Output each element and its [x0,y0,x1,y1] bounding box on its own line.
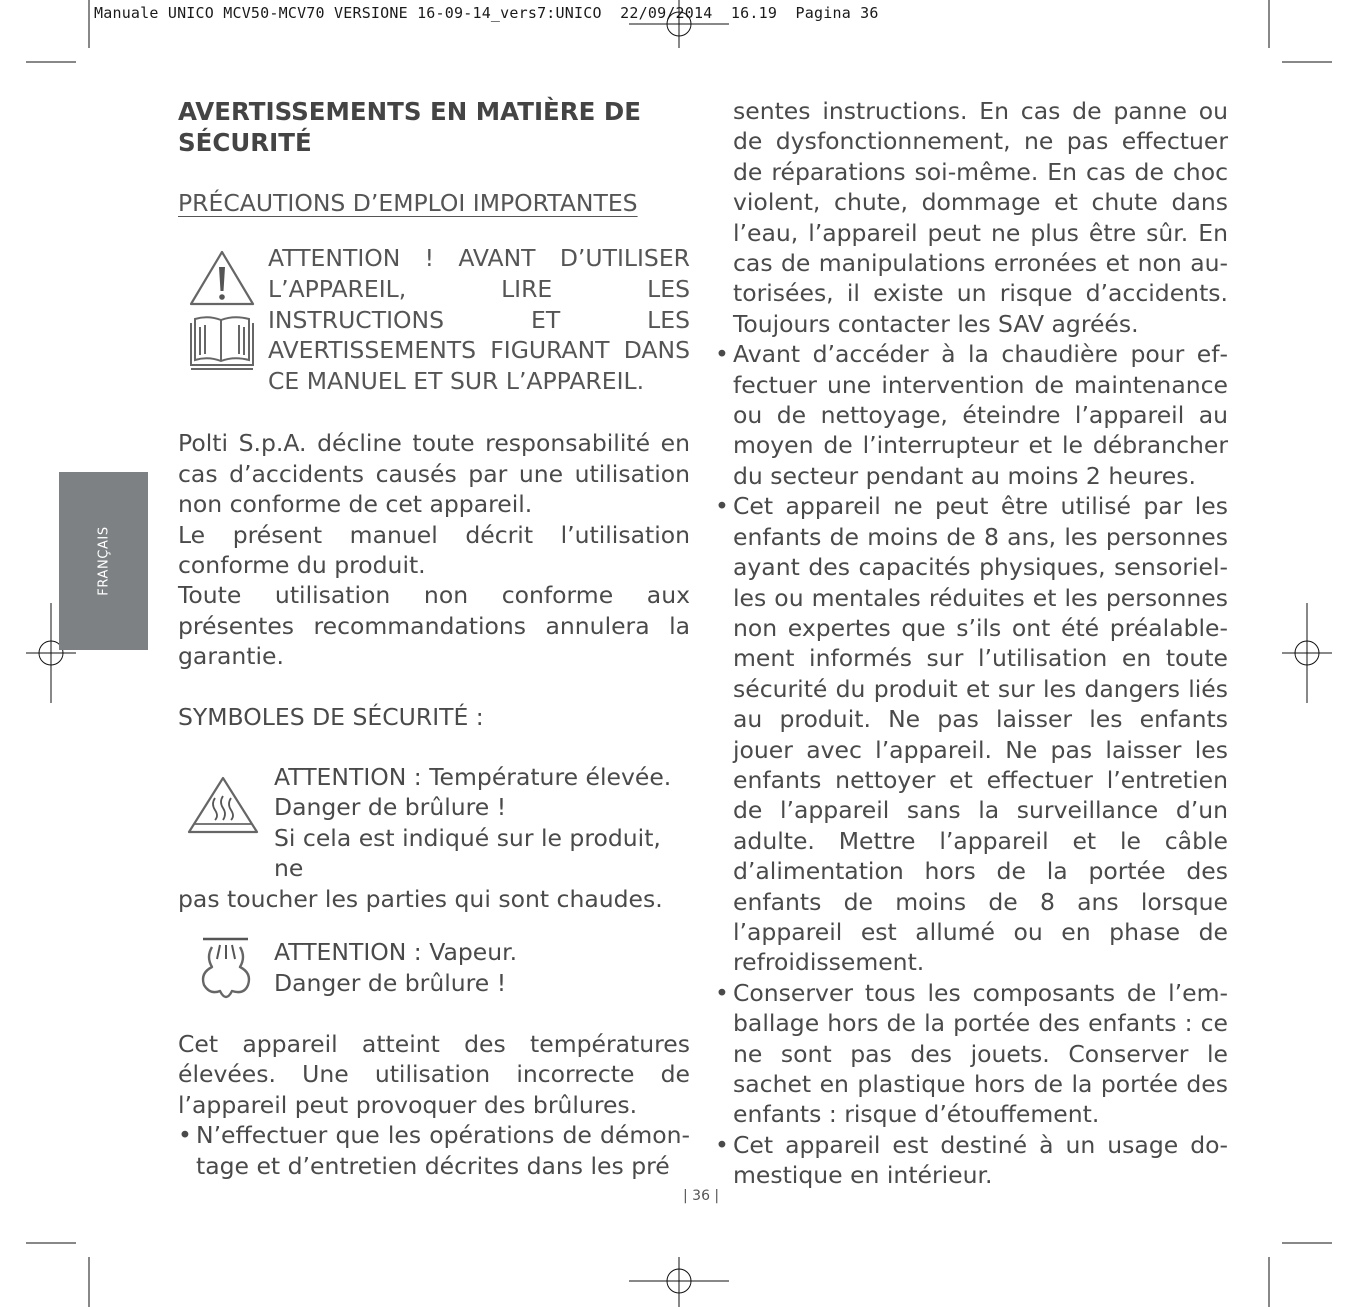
hot-symbol-line-2: Danger de brûlure ! [274,793,507,822]
steam-symbol-block [178,936,690,999]
disclaimer-paragraph-3: Toute utilisation non conforme aux présentes recommandations annulera la garantie. [178,581,690,671]
language-label: FRANÇAIS [96,526,111,596]
hot-surface-symbol-block [178,762,690,914]
disclaimer-paragraph-1: Polti S.p.A. décline toute responsabilité en cas d’accidents causés par une utilisation non conforme de cet appareil. [178,429,690,519]
steam-icon [198,933,258,1012]
page-number: | 36 | [683,1188,720,1204]
steam-symbol-line-1: ATTENTION : Vapeur. [274,938,518,967]
bullet-boiler-access: • Avant d’accéder à la chaudière pour effectuer une intervention de maintenance ou de nettoyage, éteindre l’appareil au moyen de l’interrupteur et le débrancher du secteur pendant au moins 2 heures. [733,339,1228,491]
disclaimer-paragraph-2: Le présent manuel décrit l’utilisation conforme du produit. [178,520,690,579]
language-side-tab [59,472,148,650]
steam-symbol-line-2: Danger de brûlure ! [274,969,507,998]
disclaimer-block [178,428,690,671]
left-bullet-list [178,1120,690,1181]
right-column [733,96,1228,1191]
hot-symbol-line-1: ATTENTION : Température élevée. [274,763,672,792]
warning-triangle-icon [191,252,253,304]
hot-symbol-line-4: pas toucher les parties qui sont chaudes. [178,884,663,913]
maintenance-continuation: sentes instructions. En cas de panne ou de dysfonctionnement, ne pas effectuer de réparations soi-même. En cas de choc violent, chute, dommage et chute dans l’eau, l’appareil peut ne plus être sûr. En cas de manipulations erronées et non autorisées, il existe un risque d’accidents. Toujours contacter les SAV agréés. [733,97,1228,338]
read-manual-icon [191,318,253,370]
warning-and-manual-icons [188,247,256,382]
high-temperature-warning: Cet appareil atteint des températures élevées. Une utilisation incorrecte de l’appareil peut provoquer des brûlures. [178,1029,690,1119]
hot-symbol-line-3: Si cela est indiqué sur le produit, ne [274,823,661,883]
attention-block [178,243,690,396]
section-title: AVERTISSEMENTS EN MATIÈRE DE SÉCURITÉ [178,97,641,157]
right-bullet-list [733,339,1228,1190]
bullet-maintenance-operations: • N’effectuer que les opérations de démontage et d’entretien décrites dans les pré [178,1120,690,1181]
attention-text: ATTENTION ! AVANT D’UTILISER L’APPAREIL, LIRE LES INSTRUCTIONS ET LES AVERTISSEMENTS FIGURANT DANS CE MANUEL ET SUR L’APPAREIL. [268,244,690,395]
section-subtitle: PRÉCAUTIONS D’EMPLOI IMPORTANTES [178,189,638,217]
hot-surface-icon [186,774,260,843]
bullet-children-usage: • Cet appareil ne peut être utilisé par les enfants de moins de 8 ans, les personnes ayant des capacités physiques, sensorielles ou mentales réduites et les personnes non expertes que s’ils ont été préalablement informés sur l’utilisation en toute sécurité du produit et sur les dangers liés au produit. Ne pas laisser les enfants jouer avec l’appareil. Ne pas laisser les enfants nettoyer et effectuer l’entretien de l’appareil sans la surveillance d’un adulte. Mettre l’appareil et le câble d’alimentation hors de la portée des enfants de moins de 8 ans lorsque l’appareil est allumé ou en phase de refroidissement. [733,491,1228,978]
left-column [178,96,690,1181]
bullet-packaging: • Conserver tous les composants de l’emballage hors de la portée des enfants : ce ne sont pas des jouets. Conserver le sachet en plastique hors de la portée des enfants : risque d’étouffement. [733,978,1228,1130]
symbols-title: SYMBOLES DE SÉCURITÉ : [178,702,484,731]
bullet-domestic-use: • Cet appareil est destiné à un usage domestique en intérieur. [733,1130,1228,1191]
print-slug-line: Manuale UNICO MCV50-MCV70 VERSIONE 16-09-14_vers7:UNICO 22/09/2014 16.19 Pagina 36 [94,4,879,22]
